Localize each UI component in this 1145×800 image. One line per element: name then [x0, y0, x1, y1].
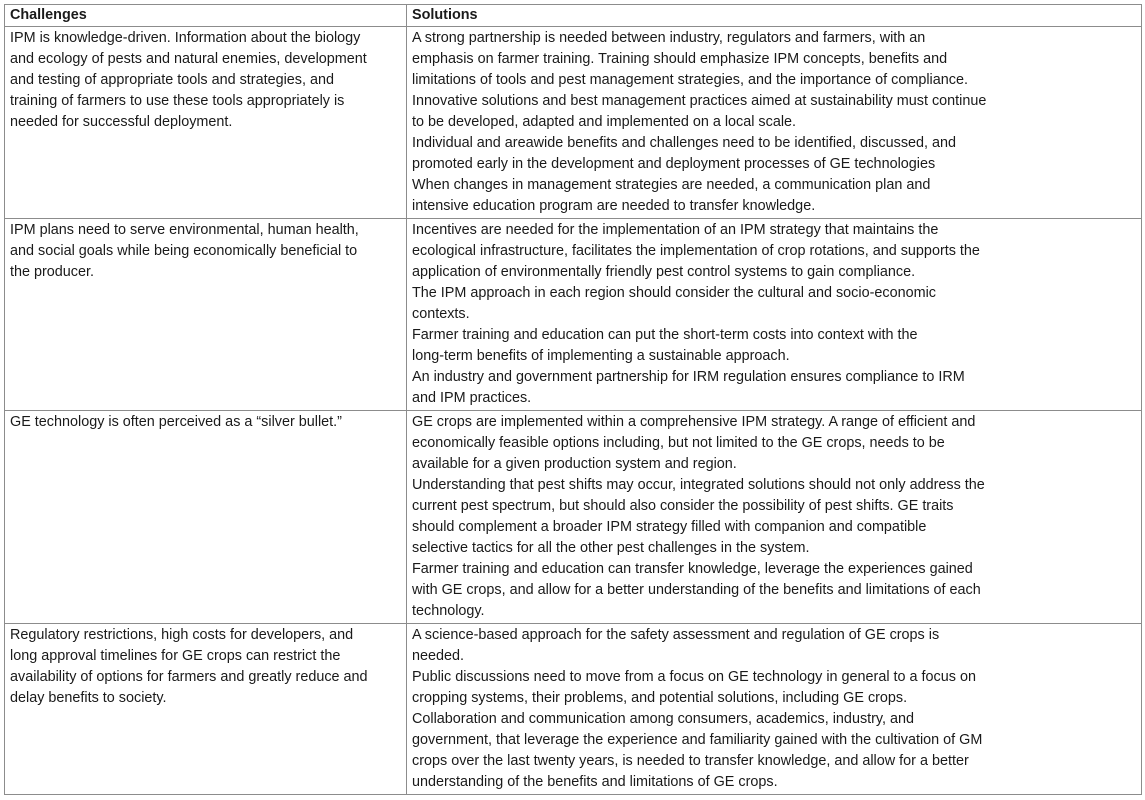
- solution-cell: [407, 624, 1142, 795]
- challenge-line: IPM plans need to serve environmental, human health,: [10, 222, 359, 238]
- solution-line: emphasis on farmer training. Training should emphasize IPM concepts, benefits and: [412, 51, 948, 67]
- solution-line: A science-based approach for the safety assessment and regulation of GE crops is: [412, 627, 940, 643]
- solution-cell: [407, 411, 1142, 624]
- solution-line: Collaboration and communication among consumers, academics, industry, and: [412, 711, 915, 727]
- solution-cell: [407, 27, 1142, 219]
- solution-line: and IPM practices.: [412, 390, 532, 406]
- solution-line: Incentives are needed for the implementation of an IPM strategy that maintains the: [412, 222, 939, 238]
- solution-line: selective tactics for all the other pest challenges in the system.: [412, 540, 810, 556]
- solution-line: needed.: [412, 648, 465, 664]
- solution-line: Innovative solutions and best management practices aimed at sustainability must continue: [412, 93, 987, 109]
- solution-line: limitations of tools and pest management strategies, and the importance of compliance.: [412, 72, 968, 88]
- challenge-line: long approval timelines for GE crops can restrict the: [10, 648, 341, 664]
- solution-line: ecological infrastructure, facilitates the implementation of crop rotations, and supports the: [412, 243, 980, 259]
- solution-line: long-term benefits of implementing a sustainable approach.: [412, 348, 790, 364]
- solutions-header: Solutions: [407, 5, 1142, 27]
- solution-line: application of environmentally friendly pest control systems to gain compliance.: [412, 264, 916, 280]
- solution-line: A strong partnership is needed between industry, regulators and farmers, with an: [412, 30, 926, 46]
- challenge-line: GE technology is often perceived as a “silver bullet.”: [10, 414, 342, 430]
- challenge-line: IPM is knowledge-driven. Information about the biology: [10, 30, 361, 46]
- challenge-line: and ecology of pests and natural enemies, development: [10, 51, 367, 67]
- challenge-line: and social goals while being economically beneficial to: [10, 243, 358, 259]
- challenge-line: availability of options for farmers and greatly reduce and: [10, 669, 368, 685]
- solution-line: cropping systems, their problems, and potential solutions, including GE crops.: [412, 690, 908, 706]
- solution-line: understanding of the benefits and limitations of GE crops.: [412, 774, 778, 790]
- challenges-solutions-table: [4, 4, 1142, 795]
- challenge-line: training of farmers to use these tools appropriately is: [10, 93, 345, 109]
- solution-line: economically feasible options including, but not limited to the GE crops, needs to be: [412, 435, 945, 451]
- solution-line: Understanding that pest shifts may occur, integrated solutions should not only address the: [412, 477, 985, 493]
- challenge-cell: [5, 27, 407, 219]
- challenge-cell: [5, 411, 407, 624]
- solution-line: should complement a broader IPM strategy filled with companion and compatible: [412, 519, 927, 535]
- solution-line: government, that leverage the experience and familiarity gained with the cultivation of GM: [412, 732, 983, 748]
- challenge-line: and testing of appropriate tools and strategies, and: [10, 72, 335, 88]
- solution-line: crops over the last twenty years, is needed to transfer knowledge, and allow for a better: [412, 753, 969, 769]
- solution-line: An industry and government partnership for IRM regulation ensures compliance to IRM: [412, 369, 965, 385]
- solution-cell: [407, 219, 1142, 411]
- solution-line: technology.: [412, 603, 485, 619]
- challenge-line: needed for successful deployment.: [10, 114, 233, 130]
- solution-line: available for a given production system and region.: [412, 456, 737, 472]
- table-row: [5, 27, 1142, 219]
- solution-line: Individual and areawide benefits and challenges need to be identified, discussed, and: [412, 135, 957, 151]
- challenges-header: Challenges: [5, 5, 407, 27]
- table-row: [5, 219, 1142, 411]
- solution-line: The IPM approach in each region should consider the cultural and socio-economic: [412, 285, 936, 301]
- solution-line: promoted early in the development and deployment processes of GE technologies: [412, 156, 936, 172]
- solution-line: Farmer training and education can transfer knowledge, leverage the experiences gained: [412, 561, 973, 577]
- solution-line: Farmer training and education can put the short-term costs into context with the: [412, 327, 918, 343]
- table-row: [5, 624, 1142, 795]
- solution-line: intensive education program are needed to transfer knowledge.: [412, 198, 816, 214]
- solution-line: to be developed, adapted and implemented on a local scale.: [412, 114, 797, 130]
- solution-line: current pest spectrum, but should also consider the possibility of pest shifts. GE traits: [412, 498, 954, 514]
- challenge-cell: [5, 624, 407, 795]
- table-row: [5, 411, 1142, 624]
- challenge-line: the producer.: [10, 264, 95, 280]
- challenge-line: delay benefits to society.: [10, 690, 167, 706]
- header-row: [5, 5, 1142, 27]
- challenge-line: Regulatory restrictions, high costs for developers, and: [10, 627, 354, 643]
- solution-line: When changes in management strategies are needed, a communication plan and: [412, 177, 931, 193]
- solution-line: contexts.: [412, 306, 470, 322]
- solution-line: with GE crops, and allow for a better understanding of the benefits and limitations of each: [412, 582, 981, 598]
- solution-line: Public discussions need to move from a focus on GE technology in general to a focus on: [412, 669, 976, 685]
- challenge-cell: [5, 219, 407, 411]
- solution-line: GE crops are implemented within a comprehensive IPM strategy. A range of efficient and: [412, 414, 976, 430]
